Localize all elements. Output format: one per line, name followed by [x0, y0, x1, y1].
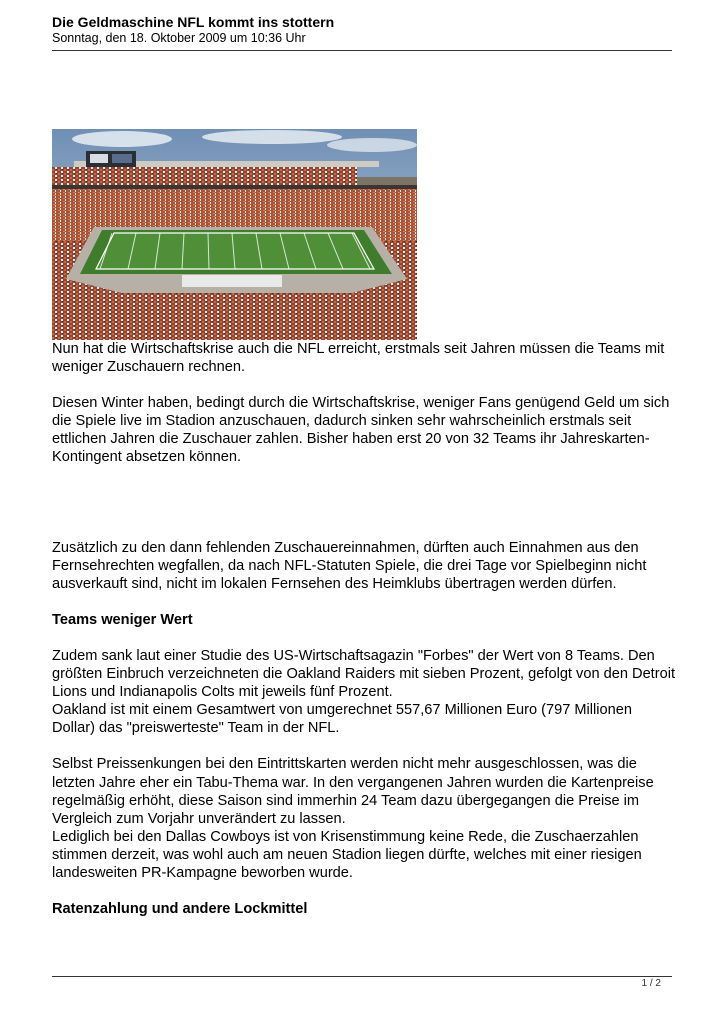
paragraph: Diesen Winter haben, bedingt durch die Wirtschaftskrise, weniger Fans genügend Geld um sich die Spiele live im Stadion anzuschauen, dadurch sinken sehr wahrscheinlich erstmals seit ettlichen Jahren die Zuschauer zahlen. Bisher haben erst 20 von 32 Teams ihr Jahreskarten-Kontingent absetzen können.	[52, 395, 670, 466]
paragraph: Zudem sank laut einer Studie des US-Wirtschaftsagazin "Forbes" der Wert von 8 Teams. Den größten Einbruch verzeichneten die Oakland Raiders mit sieben Prozent, gefolgt von den Detroit Lions und Indianapolis Colts mit jeweils fünf Prozent.	[52, 647, 676, 701]
stadium-photo	[52, 129, 417, 340]
page-title: Die Geldmaschine NFL kommt ins stottern	[52, 14, 335, 30]
section-heading: Ratenzahlung und andere Lockmittel	[52, 901, 308, 918]
page-number: 1 / 2	[641, 978, 661, 989]
paragraph: Lediglich bei den Dallas Cowboys ist von Krisenstimmung keine Rede, die Zuschaerzahlen stimmen derzeit, was wohl auch am neuen Stadion liegen dürfte, welches mit einer riesigen landesweiten PR-Kampagne beworben wurde.	[52, 828, 642, 881]
paragraph: Nun hat die Wirtschaftskrise auch die NFL erreicht, erstmals seit Jahren müssen die Teams mit weniger Zuschauern rechnen.	[52, 341, 665, 376]
header-divider	[52, 50, 672, 51]
article-body	[52, 340, 677, 918]
section-heading: Teams weniger Wert	[52, 611, 193, 628]
paragraph: Oakland ist mit einem Gesamtwert von umgerechnet 557,67 Millionen Euro (797 Millionen Dollar) das "preiswerteste" Team in der NFL.	[52, 702, 632, 737]
paragraph: Selbst Preissenkungen bei den Eintrittskarten werden nicht mehr ausgeschlossen, was die letzten Jahre eher ein Tabu-Thema war. In den vergangenen Jahren wurden die Kartenpreise regelmäßig erhöht, diese Saison sind immerhin 24 Team dazu übergegangen die Preise im Vergleich zum Vorjahr unverändert zu lassen.	[52, 756, 654, 827]
footer-divider	[52, 976, 672, 977]
document-header	[52, 14, 672, 46]
paragraph: Zusätzlich zu den dann fehlenden Zuschauereinnahmen, dürften auch Einnahmen aus den Fernsehrechten wegfallen, da nach NFL-Statuten Spiele, die drei Tage vor Spielbeginn nicht ausverkauft sind, nicht im lokalen Fernsehen des Heimklubs übertragen werden dürfen.	[52, 539, 647, 592]
publish-date: Sonntag, den 18. Oktober 2009 um 10:36 Uhr	[52, 31, 306, 45]
